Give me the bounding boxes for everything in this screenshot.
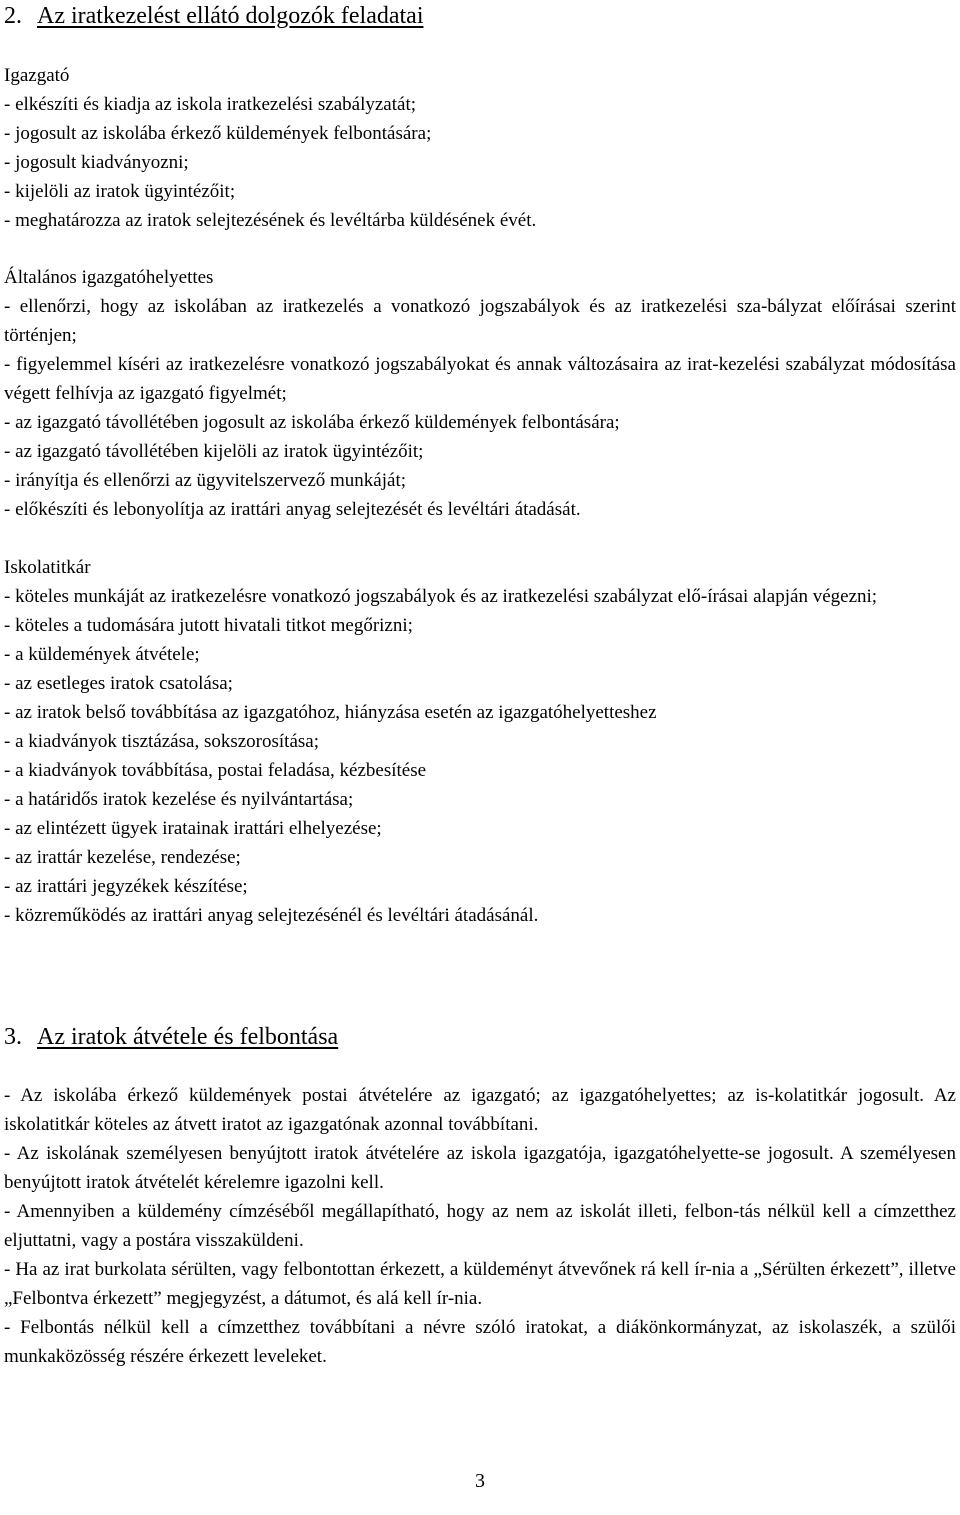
section-2-heading: [4, 1, 423, 31]
list-item: - előkészíti és lebonyolítja az irattári anyag selejtezését és levéltári átadását.: [4, 499, 581, 520]
section-title: Iskolatitkár: [4, 557, 91, 578]
list-item: - az iratok belső továbbítása az igazgatóhoz, hiányzása esetén az igazgatóhelyetteshez: [4, 702, 657, 723]
heading-title: Az iratkezelést ellátó dolgozók feladatai: [37, 3, 424, 29]
secretary-section: [4, 553, 956, 930]
list-item: - köteles a tudomására jutott hivatali titkot megőrizni;: [4, 615, 413, 636]
paragraph: - Amennyiben a küldemény címzéséből megállapítható, hogy az nem az iskolát illeti, felbon-tás nélkül kell a címzetthez eljuttatni, vagy a postára visszaküldeni.: [4, 1201, 956, 1251]
list-item: - a kiadványok továbbítása, postai feladása, kézbesítése: [4, 760, 427, 781]
list-item: - az igazgató távollétében jogosult az iskolába érkező küldemények felbontására;: [4, 412, 620, 433]
list-item: - az elintézett ügyek iratainak irattári elhelyezése;: [4, 818, 382, 839]
list-item: - a határidős iratok kezelése és nyilvántartása;: [4, 789, 354, 810]
list-item: - az irattári jegyzékek készítése;: [4, 876, 248, 897]
deputy-section: [4, 263, 956, 524]
section-title: Általános igazgatóhelyettes: [4, 267, 214, 288]
list-item: - közreműködés az irattári anyag selejtezésénél és levéltári átadásánál.: [4, 905, 539, 926]
section-title: Igazgató: [4, 65, 70, 86]
heading-number: 2.: [4, 3, 22, 29]
list-item: - az irattár kezelése, rendezése;: [4, 847, 241, 868]
list-item: - jogosult kiadványozni;: [4, 152, 189, 173]
list-item: - a küldemények átvétele;: [4, 644, 200, 665]
list-item: - az igazgató távollétében kijelöli az iratok ügyintézőit;: [4, 441, 424, 462]
list-item: - az esetleges iratok csatolása;: [4, 673, 233, 694]
paragraph: - Az iskolába érkező küldemények postai átvételére az igazgató; az igazgatóhelyettes; az is-kolatitkár jogosult. Az iskolatitkár köteles az átvett iratot az igazgatónak azonnal továbbítani.: [4, 1085, 956, 1135]
list-item: - jogosult az iskolába érkező küldemények felbontására;: [4, 123, 432, 144]
paragraph: - Felbontás nélkül kell a címzetthez továbbítani a névre szóló iratokat, a diákönkormányzat, az iskolaszék, a szülői munkaközösség részére érkezett leveleket.: [4, 1317, 956, 1367]
list-item: - meghatározza az iratok selejtezésének és levéltárba küldésének évét.: [4, 210, 537, 231]
section-3-heading: [4, 1022, 338, 1052]
list-item: - irányítja és ellenőrzi az ügyvitelszervező munkáját;: [4, 470, 406, 491]
paragraph: - Ha az irat burkolata sérülten, vagy felbontottan érkezett, a küldeményt átvevőnek rá kell ír-nia a „Sérülten érkezett”, illetve „Felbontva érkezett” megjegyzést, a dátumot, és alá kell ír-nia.: [4, 1259, 956, 1309]
list-item: - ellenőrzi, hogy az iskolában az iratkezelés a vonatkozó jogszabályok és az iratkezelési sza-bályzat előírásai szerint történjen;: [4, 296, 956, 346]
page-number: 3: [475, 1470, 485, 1492]
director-section: [4, 61, 956, 235]
list-item: - figyelemmel kíséri az iratkezelésre vonatkozó jogszabályokat és annak változásaira az irat-kezelési szabályzat módosítása végett felhívja az igazgató figyelmét;: [4, 354, 956, 404]
list-item: - a kiadványok tisztázása, sokszorosítása;: [4, 731, 319, 752]
list-item: - köteles munkáját az iratkezelésre vonatkozó jogszabályok és az iratkezelési szabályzat elő-írásai alapján végezni;: [4, 586, 878, 607]
paragraph: - Az iskolának személyesen benyújtott iratok átvételére az iskola igazgatója, igazgatóhelyette-se jogosult. A személyesen benyújtott iratok átvételét kérelemre igazolni kell.: [4, 1143, 956, 1193]
list-item: - elkészíti és kiadja az iskola iratkezelési szabályzatát;: [4, 94, 416, 115]
heading-number: 3.: [4, 1024, 22, 1050]
list-item: - kijelöli az iratok ügyintézőit;: [4, 181, 236, 202]
receipt-section: [4, 1081, 956, 1371]
heading-title: Az iratok átvétele és felbontása: [37, 1024, 339, 1050]
